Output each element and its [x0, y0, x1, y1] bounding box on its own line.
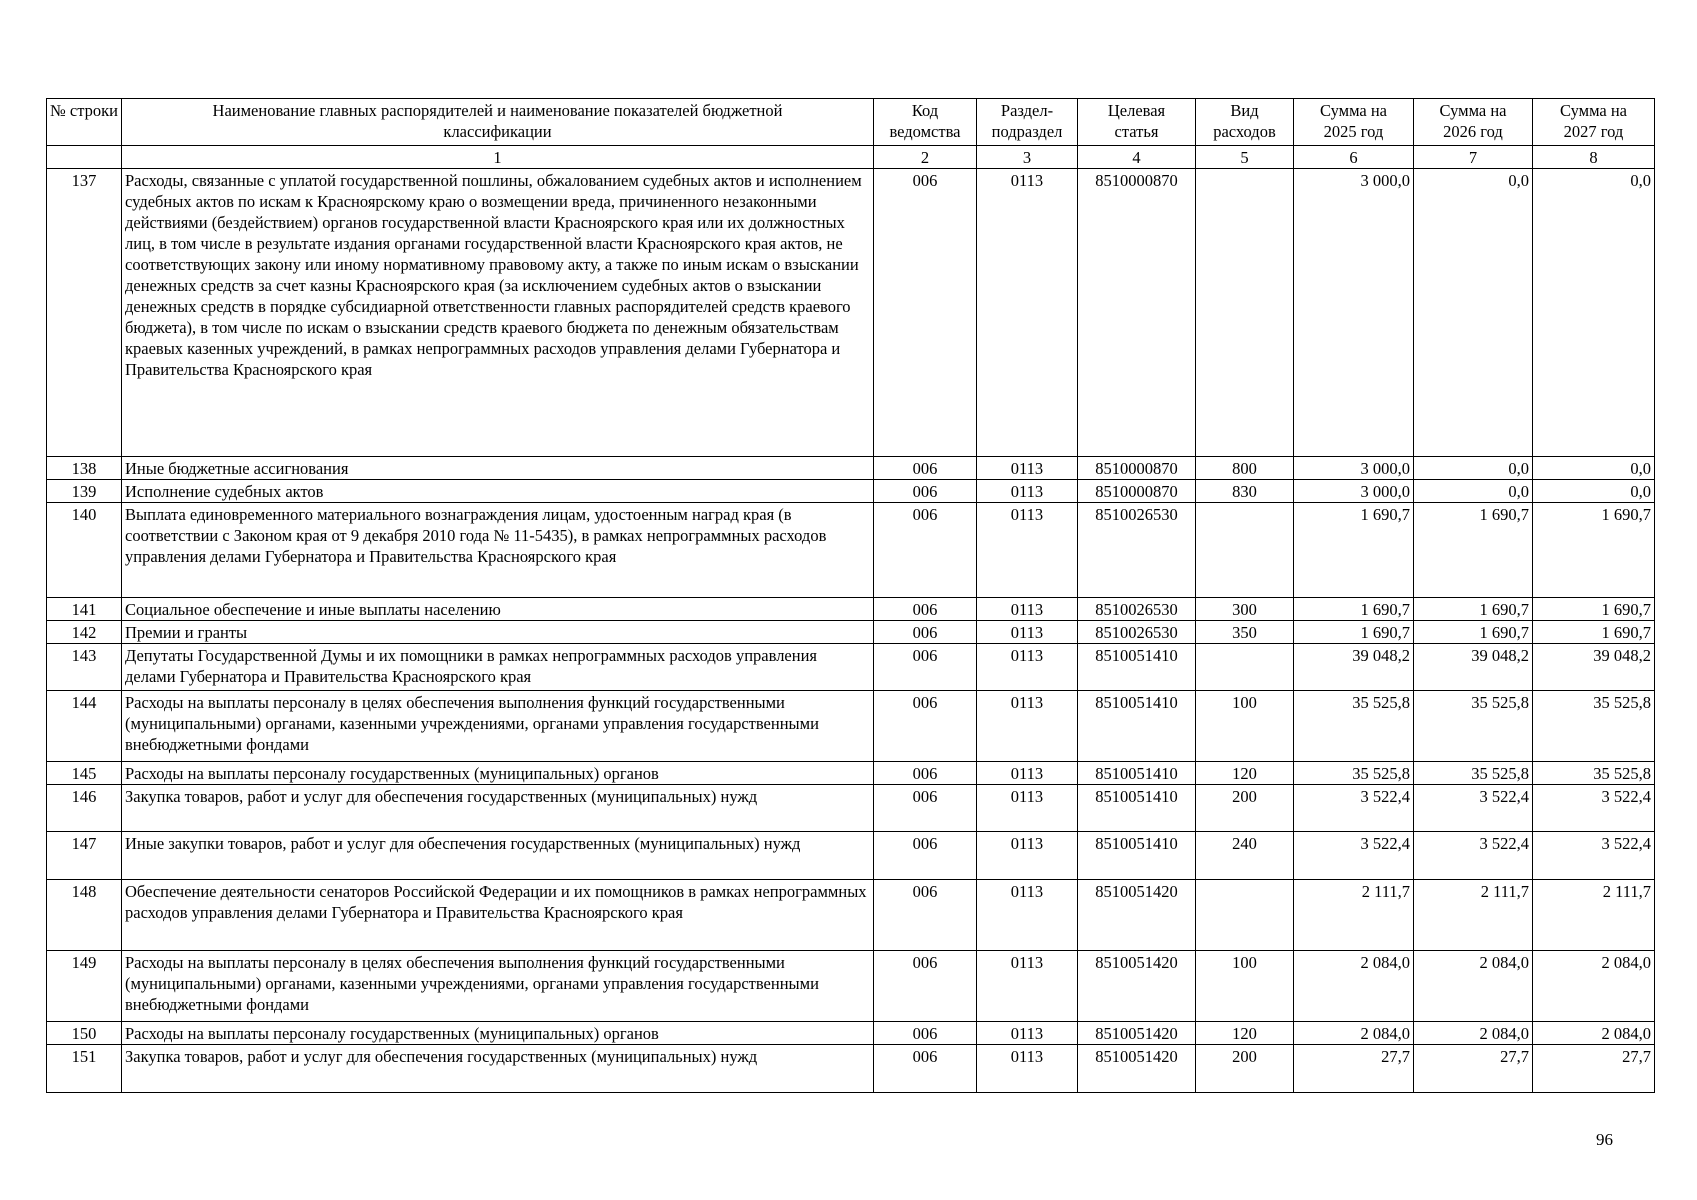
sum-2025-cell: 3 522,4 — [1294, 832, 1414, 880]
row-name-cell: Закупка товаров, работ и услуг для обеспечения государственных (муниципальных) нужд — [122, 785, 874, 832]
section-cell: 0113 — [977, 480, 1078, 503]
section-cell: 0113 — [977, 951, 1078, 1022]
column-index-cell: 1 — [122, 146, 874, 169]
sum-2025-cell: 39 048,2 — [1294, 644, 1414, 691]
sum-2027-cell: 3 522,4 — [1533, 832, 1655, 880]
table-row — [47, 1045, 1655, 1093]
sum-2026-cell: 2 111,7 — [1414, 880, 1533, 951]
dept-code-cell: 006 — [874, 832, 977, 880]
column-index-cell: 4 — [1078, 146, 1196, 169]
section-cell: 0113 — [977, 880, 1078, 951]
table-header-row — [47, 99, 1655, 146]
row-number-cell: 151 — [47, 1045, 122, 1093]
table-row — [47, 951, 1655, 1022]
table-row — [47, 832, 1655, 880]
table-row — [47, 880, 1655, 951]
expense-type-cell: 120 — [1196, 762, 1294, 785]
section-cell: 0113 — [977, 691, 1078, 762]
dept-code-cell: 006 — [874, 785, 977, 832]
section-cell: 0113 — [977, 1022, 1078, 1045]
row-number-cell: 146 — [47, 785, 122, 832]
table-row — [47, 457, 1655, 480]
sum-2025-cell: 3 000,0 — [1294, 169, 1414, 457]
column-index-cell: 5 — [1196, 146, 1294, 169]
section-cell: 0113 — [977, 621, 1078, 644]
sum-2026-cell: 0,0 — [1414, 169, 1533, 457]
table-row — [47, 503, 1655, 598]
row-name-cell: Иные закупки товаров, работ и услуг для обеспечения государственных (муниципальных) нужд — [122, 832, 874, 880]
sum-2026-cell: 1 690,7 — [1414, 621, 1533, 644]
sum-2027-cell: 0,0 — [1533, 480, 1655, 503]
sum-2027-cell: 0,0 — [1533, 169, 1655, 457]
row-number-cell: 142 — [47, 621, 122, 644]
sum-2026-cell: 35 525,8 — [1414, 691, 1533, 762]
expense-type-cell: 240 — [1196, 832, 1294, 880]
row-number-cell: 148 — [47, 880, 122, 951]
section-cell: 0113 — [977, 598, 1078, 621]
sum-2025-cell: 2 084,0 — [1294, 951, 1414, 1022]
section-cell: 0113 — [977, 832, 1078, 880]
sum-2026-cell: 1 690,7 — [1414, 598, 1533, 621]
expense-type-cell — [1196, 880, 1294, 951]
sum-2027-cell: 39 048,2 — [1533, 644, 1655, 691]
row-number-cell: 139 — [47, 480, 122, 503]
row-number-cell: 147 — [47, 832, 122, 880]
sum-2027-cell: 35 525,8 — [1533, 691, 1655, 762]
expense-type-cell: 800 — [1196, 457, 1294, 480]
expense-type-cell: 100 — [1196, 691, 1294, 762]
sum-2027-cell: 2 084,0 — [1533, 951, 1655, 1022]
sum-2026-cell: 2 084,0 — [1414, 951, 1533, 1022]
section-cell: 0113 — [977, 457, 1078, 480]
expense-type-cell — [1196, 644, 1294, 691]
budget-table — [46, 98, 1655, 1093]
page-number: 96 — [1596, 1130, 1613, 1149]
table-row — [47, 762, 1655, 785]
row-number-cell: 137 — [47, 169, 122, 457]
target-article-cell: 8510026530 — [1078, 598, 1196, 621]
row-number-cell: 141 — [47, 598, 122, 621]
sum-2027-cell: 1 690,7 — [1533, 503, 1655, 598]
row-name-cell: Социальное обеспечение и иные выплаты населению — [122, 598, 874, 621]
sum-2025-cell: 3 000,0 — [1294, 480, 1414, 503]
sum-2025-cell: 1 690,7 — [1294, 621, 1414, 644]
sum-2025-cell: 35 525,8 — [1294, 691, 1414, 762]
target-article-cell: 8510051410 — [1078, 644, 1196, 691]
row-name-cell: Расходы, связанные с уплатой государственной пошлины, обжалованием судебных актов и исполнением судебных актов по искам к Красноярскому краю о возмещении вреда, причиненного незаконными действиями (бездействием) органов государственной власти Красноярского края или их должностных лиц, в том числе в результате издания органами государственной власти Красноярского края актов, не соответствующих закону или иному нормативному правовому акту, а также по иным искам о взыскании денежных средств за счет казны Красноярского края (за исключением судебных актов о взыскании денежных средств в порядке субсидиарной ответственности главных распорядителей средств краевого бюджета), в том числе по искам о взыскании средств краевого бюджета по денежным обязательствам краевых казенных учреждений, в рамках непрограммных расходов управления делами Губернатора и Правительства Красноярского края — [122, 169, 874, 457]
sum-2025-cell: 1 690,7 — [1294, 503, 1414, 598]
sum-2026-cell: 2 084,0 — [1414, 1022, 1533, 1045]
header-section: Раздел-подраздел — [977, 99, 1078, 146]
expense-type-cell: 200 — [1196, 1045, 1294, 1093]
row-name-cell: Расходы на выплаты персоналу государственных (муниципальных) органов — [122, 1022, 874, 1045]
sum-2027-cell: 35 525,8 — [1533, 762, 1655, 785]
sum-2025-cell: 2 111,7 — [1294, 880, 1414, 951]
column-index-row — [47, 146, 1655, 169]
target-article-cell: 8510026530 — [1078, 503, 1196, 598]
expense-type-cell — [1196, 169, 1294, 457]
sum-2025-cell: 3 000,0 — [1294, 457, 1414, 480]
target-article-cell: 8510051420 — [1078, 880, 1196, 951]
target-article-cell: 8510051410 — [1078, 832, 1196, 880]
expense-type-cell: 200 — [1196, 785, 1294, 832]
sum-2027-cell: 1 690,7 — [1533, 598, 1655, 621]
expense-type-cell: 830 — [1196, 480, 1294, 503]
table-row — [47, 1022, 1655, 1045]
row-name-cell: Выплата единовременного материального вознаграждения лицам, удостоенным наград края (в соответствии с Законом края от 9 декабря 2010 года № 11-5435), в рамках непрограммных расходов управления делами Губернатора и Правительства Красноярского края — [122, 503, 874, 598]
sum-2026-cell: 3 522,4 — [1414, 785, 1533, 832]
dept-code-cell: 006 — [874, 621, 977, 644]
target-article-cell: 8510000870 — [1078, 480, 1196, 503]
table-row — [47, 785, 1655, 832]
row-name-cell: Расходы на выплаты персоналу государственных (муниципальных) органов — [122, 762, 874, 785]
column-index-cell — [47, 146, 122, 169]
expense-type-cell: 100 — [1196, 951, 1294, 1022]
row-number-cell: 138 — [47, 457, 122, 480]
column-index-cell: 6 — [1294, 146, 1414, 169]
sum-2027-cell: 27,7 — [1533, 1045, 1655, 1093]
dept-code-cell: 006 — [874, 691, 977, 762]
header-row-number: № строки — [47, 99, 122, 146]
sum-2026-cell: 39 048,2 — [1414, 644, 1533, 691]
table-row — [47, 644, 1655, 691]
section-cell: 0113 — [977, 785, 1078, 832]
dept-code-cell: 006 — [874, 1022, 977, 1045]
column-index-cell: 2 — [874, 146, 977, 169]
section-cell: 0113 — [977, 762, 1078, 785]
sum-2026-cell: 0,0 — [1414, 457, 1533, 480]
dept-code-cell: 006 — [874, 503, 977, 598]
sum-2026-cell: 0,0 — [1414, 480, 1533, 503]
dept-code-cell: 006 — [874, 169, 977, 457]
table-row — [47, 621, 1655, 644]
sum-2025-cell: 27,7 — [1294, 1045, 1414, 1093]
row-name-cell: Обеспечение деятельности сенаторов Российской Федерации и их помощников в рамках непрограммных расходов управления делами Губернатора и Правительства Красноярского края — [122, 880, 874, 951]
sum-2025-cell: 2 084,0 — [1294, 1022, 1414, 1045]
sum-2026-cell: 3 522,4 — [1414, 832, 1533, 880]
row-number-cell: 149 — [47, 951, 122, 1022]
expense-type-cell: 300 — [1196, 598, 1294, 621]
sum-2025-cell: 35 525,8 — [1294, 762, 1414, 785]
row-name-cell: Закупка товаров, работ и услуг для обеспечения государственных (муниципальных) нужд — [122, 1045, 874, 1093]
column-index-cell: 8 — [1533, 146, 1655, 169]
sum-2027-cell: 1 690,7 — [1533, 621, 1655, 644]
target-article-cell: 8510051420 — [1078, 951, 1196, 1022]
dept-code-cell: 006 — [874, 457, 977, 480]
expense-type-cell: 350 — [1196, 621, 1294, 644]
header-name: Наименование главных распорядителей и наименование показателей бюджетной классификации — [122, 99, 874, 146]
target-article-cell: 8510051420 — [1078, 1022, 1196, 1045]
row-name-cell: Расходы на выплаты персоналу в целях обеспечения выполнения функций государственными (муниципальными) органами, казенными учреждениями, органами управления государственными внебюджетными фондами — [122, 951, 874, 1022]
row-number-cell: 143 — [47, 644, 122, 691]
sum-2027-cell: 2 084,0 — [1533, 1022, 1655, 1045]
header-sum-2026: Сумма на 2026 год — [1414, 99, 1533, 146]
target-article-cell: 8510051410 — [1078, 785, 1196, 832]
row-number-cell: 140 — [47, 503, 122, 598]
row-name-cell: Иные бюджетные ассигнования — [122, 457, 874, 480]
dept-code-cell: 006 — [874, 1045, 977, 1093]
row-number-cell: 144 — [47, 691, 122, 762]
sum-2025-cell: 3 522,4 — [1294, 785, 1414, 832]
dept-code-cell: 006 — [874, 951, 977, 1022]
column-index-cell: 3 — [977, 146, 1078, 169]
section-cell: 0113 — [977, 503, 1078, 598]
expense-type-cell: 120 — [1196, 1022, 1294, 1045]
row-name-cell: Расходы на выплаты персоналу в целях обеспечения выполнения функций государственными (муниципальными) органами, казенными учреждениями, органами управления государственными внебюджетными фондами — [122, 691, 874, 762]
column-index-cell: 7 — [1414, 146, 1533, 169]
row-name-cell: Исполнение судебных актов — [122, 480, 874, 503]
table-row — [47, 598, 1655, 621]
dept-code-cell: 006 — [874, 880, 977, 951]
table-row — [47, 480, 1655, 503]
row-number-cell: 145 — [47, 762, 122, 785]
header-sum-2027: Сумма на 2027 год — [1533, 99, 1655, 146]
section-cell: 0113 — [977, 1045, 1078, 1093]
sum-2027-cell: 2 111,7 — [1533, 880, 1655, 951]
target-article-cell: 8510026530 — [1078, 621, 1196, 644]
sum-2027-cell: 3 522,4 — [1533, 785, 1655, 832]
sum-2026-cell: 27,7 — [1414, 1045, 1533, 1093]
dept-code-cell: 006 — [874, 762, 977, 785]
row-name-cell: Премии и гранты — [122, 621, 874, 644]
row-number-cell: 150 — [47, 1022, 122, 1045]
dept-code-cell: 006 — [874, 644, 977, 691]
sum-2026-cell: 35 525,8 — [1414, 762, 1533, 785]
dept-code-cell: 006 — [874, 598, 977, 621]
target-article-cell: 8510051420 — [1078, 1045, 1196, 1093]
header-expense-type: Вид расходов — [1196, 99, 1294, 146]
header-target-article: Целевая статья — [1078, 99, 1196, 146]
expense-type-cell — [1196, 503, 1294, 598]
target-article-cell: 8510000870 — [1078, 457, 1196, 480]
target-article-cell: 8510051410 — [1078, 691, 1196, 762]
table-row — [47, 691, 1655, 762]
sum-2025-cell: 1 690,7 — [1294, 598, 1414, 621]
row-name-cell: Депутаты Государственной Думы и их помощники в рамках непрограммных расходов управления делами Губернатора и Правительства Красноярского края — [122, 644, 874, 691]
table-row — [47, 169, 1655, 457]
target-article-cell: 8510000870 — [1078, 169, 1196, 457]
header-dept-code: Код ведомства — [874, 99, 977, 146]
target-article-cell: 8510051410 — [1078, 762, 1196, 785]
dept-code-cell: 006 — [874, 480, 977, 503]
header-sum-2025: Сумма на 2025 год — [1294, 99, 1414, 146]
section-cell: 0113 — [977, 644, 1078, 691]
sum-2026-cell: 1 690,7 — [1414, 503, 1533, 598]
sum-2027-cell: 0,0 — [1533, 457, 1655, 480]
section-cell: 0113 — [977, 169, 1078, 457]
